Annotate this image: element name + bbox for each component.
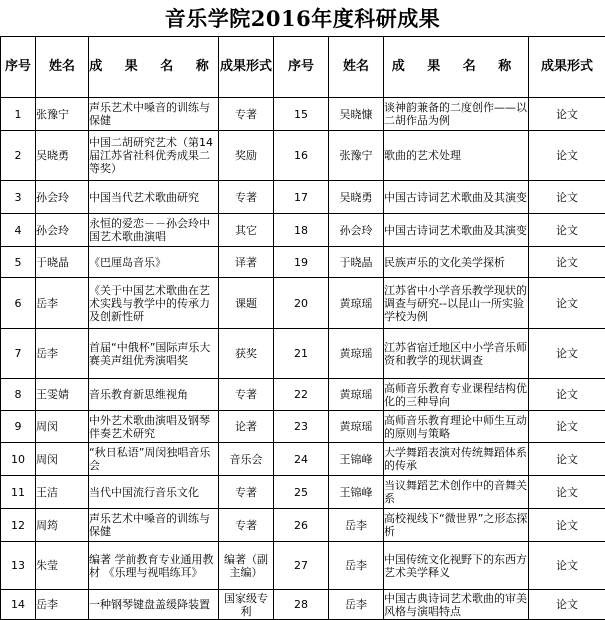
row-result-title: 高师音乐教育专业课程结构优化的三种导向: [384, 379, 529, 411]
row-result-title: 中国古诗词艺术歌曲及其演变: [384, 181, 529, 214]
row-no: 1: [1, 98, 36, 131]
row-no: 23: [274, 411, 329, 443]
row-result-title: “秋日私语”周闵独唱音乐会: [89, 443, 219, 476]
row-no: 21: [274, 329, 329, 379]
row-name: 王锦峰: [329, 476, 384, 509]
row-name: 吴晓勇: [329, 181, 384, 214]
results-table: [0, 36, 605, 620]
row-result-title: 中国二胡研究艺术（第14届江苏省社科优秀成果二等奖）: [89, 131, 219, 181]
table-row: [1, 278, 605, 329]
row-name: 孙会玲: [36, 181, 89, 214]
row-no: 22: [274, 379, 329, 411]
row-form: 论文: [529, 542, 605, 590]
table-row: [1, 181, 605, 214]
row-name: 吴晓勇: [36, 131, 89, 181]
row-result-title: 当议舞蹈艺术创作中的音舞关系: [384, 476, 529, 509]
row-result-title: 中国古诗词艺术歌曲及其演变: [384, 214, 529, 247]
table-row: [1, 98, 605, 131]
row-no: 10: [1, 443, 36, 476]
table-row: [1, 590, 605, 620]
row-result-title: 高师音乐教育理论中师生互动的原则与策略: [384, 411, 529, 443]
row-no: 4: [1, 214, 36, 247]
table-row: [1, 542, 605, 590]
row-no: 13: [1, 542, 36, 590]
row-form: 专著: [219, 98, 274, 131]
row-name: 周闵: [36, 411, 89, 443]
row-form: 专著: [219, 476, 274, 509]
row-form: 论文: [529, 214, 605, 247]
row-result-title: 声乐艺术中嗓音的训练与保健: [89, 509, 219, 542]
row-name: 孙会玲: [36, 214, 89, 247]
row-form: 获奖: [219, 329, 274, 379]
row-result-title: 江苏省中小学音乐教学现状的调查与研究--以昆山一所实验学校为例: [384, 278, 529, 329]
row-form: 编著（副主编）: [219, 542, 274, 590]
row-no: 20: [274, 278, 329, 329]
row-no: 25: [274, 476, 329, 509]
row-name: 岳李: [329, 509, 384, 542]
row-result-title: 《关于中国艺术歌曲在艺术实践与教学中的传承力及创新性研: [89, 278, 219, 329]
row-name: 周闵: [36, 443, 89, 476]
row-result-title: 首届“中俄杯”国际声乐大赛美声组优秀演唱奖: [89, 329, 219, 379]
row-result-title: 编著 学前教育专业通用教材 《乐理与视唱练耳》: [89, 542, 219, 590]
row-no: 26: [274, 509, 329, 542]
row-name: 张豫宁: [329, 131, 384, 181]
row-form: 论文: [529, 247, 605, 278]
table-row: [1, 476, 605, 509]
header-name: 姓名: [329, 37, 384, 98]
row-form: 论文: [529, 379, 605, 411]
table-row: [1, 411, 605, 443]
row-name: 于晓晶: [36, 247, 89, 278]
row-no: 9: [1, 411, 36, 443]
row-form: 其它: [219, 214, 274, 247]
row-name: 黄琼瑶: [329, 411, 384, 443]
row-form: 专著: [219, 181, 274, 214]
row-no: 27: [274, 542, 329, 590]
row-no: 19: [274, 247, 329, 278]
row-name: 黄琼瑶: [329, 278, 384, 329]
row-form: 论著: [219, 411, 274, 443]
row-form: 音乐会: [219, 443, 274, 476]
row-result-title: 中国传统文化视野下的东西方艺术美学释义: [384, 542, 529, 590]
row-no: 12: [1, 509, 36, 542]
header-name: 姓名: [36, 37, 89, 98]
row-form: 专著: [219, 379, 274, 411]
header-no: 序号: [1, 37, 36, 98]
row-result-title: 声乐艺术中嗓音的训练与保健: [89, 98, 219, 131]
row-result-title: 歌曲的艺术处理: [384, 131, 529, 181]
row-name: 黄琼瑶: [329, 329, 384, 379]
table-row: [1, 131, 605, 181]
row-form: 课题: [219, 278, 274, 329]
table-row: [1, 329, 605, 379]
table-row: [1, 509, 605, 542]
row-no: 17: [274, 181, 329, 214]
row-form: 专著: [219, 509, 274, 542]
row-result-title: 民族声乐的文化美学探析: [384, 247, 529, 278]
header-form: 成果形式: [529, 37, 605, 98]
row-name: 孙会玲: [329, 214, 384, 247]
row-no: 7: [1, 329, 36, 379]
table-row: [1, 214, 605, 247]
row-form: 论文: [529, 590, 605, 620]
row-name: 岳李: [329, 590, 384, 620]
row-no: 6: [1, 278, 36, 329]
row-result-title: 音乐教育新思维视角: [89, 379, 219, 411]
row-form: 国家级专利: [219, 590, 274, 620]
row-result-title: 大学舞蹈表演对传统舞蹈体系的传承: [384, 443, 529, 476]
row-name: 王锦峰: [329, 443, 384, 476]
row-form: 论文: [529, 98, 605, 131]
row-name: 于晓晶: [329, 247, 384, 278]
row-result-title: 《巴厘岛音乐》: [89, 247, 219, 278]
header-form: 成果形式: [219, 37, 274, 98]
row-name: 张豫宁: [36, 98, 89, 131]
row-no: 24: [274, 443, 329, 476]
row-form: 论文: [529, 131, 605, 181]
row-no: 3: [1, 181, 36, 214]
row-form: 论文: [529, 181, 605, 214]
page-title: 音乐学院2016年度科研成果: [0, 2, 605, 36]
row-name: 岳李: [36, 278, 89, 329]
row-result-title: 江苏省宿迁地区中小学音乐师资和教学的现状调查: [384, 329, 529, 379]
row-form: 论文: [529, 411, 605, 443]
row-name: 岳李: [329, 542, 384, 590]
row-name: 岳李: [36, 329, 89, 379]
row-no: 5: [1, 247, 36, 278]
row-no: 16: [274, 131, 329, 181]
row-result-title: 当代中国流行音乐文化: [89, 476, 219, 509]
row-result-title: 永恒的爱恋－－孙会玲中国艺术歌曲演唱: [89, 214, 219, 247]
row-result-title: 中外艺术歌曲演唱及钢琴伴奏艺术研究: [89, 411, 219, 443]
header-result: 成 果 名 称: [384, 37, 529, 98]
row-no: 11: [1, 476, 36, 509]
row-form: 译著: [219, 247, 274, 278]
row-name: 黄琼瑶: [329, 379, 384, 411]
row-name: 吴晓慷: [329, 98, 384, 131]
row-name: 王洁: [36, 476, 89, 509]
header-result: 成 果 名 称: [89, 37, 219, 98]
row-form: 论文: [529, 509, 605, 542]
row-name: 王雯婧: [36, 379, 89, 411]
row-no: 2: [1, 131, 36, 181]
row-no: 14: [1, 590, 36, 620]
row-result-title: 一种钢琴键盘盖缓降装置: [89, 590, 219, 620]
row-result-title: 高校视线下“微世界”之形态探析: [384, 509, 529, 542]
row-form: 奖励: [219, 131, 274, 181]
row-result-title: 谈神韵兼备的二度创作——以二胡作品为例: [384, 98, 529, 131]
row-no: 18: [274, 214, 329, 247]
row-name: 岳李: [36, 590, 89, 620]
table-row: [1, 443, 605, 476]
row-form: 论文: [529, 443, 605, 476]
row-no: 28: [274, 590, 329, 620]
row-result-title: 中国当代艺术歌曲研究: [89, 181, 219, 214]
row-name: 朱莹: [36, 542, 89, 590]
table-row: [1, 247, 605, 278]
row-form: 论文: [529, 329, 605, 379]
row-no: 8: [1, 379, 36, 411]
row-form: 论文: [529, 278, 605, 329]
header-row: [1, 37, 605, 98]
row-result-title: 中国古典诗词艺术歌曲的审美风格与演唱特点: [384, 590, 529, 620]
row-no: 15: [274, 98, 329, 131]
table-row: [1, 379, 605, 411]
row-form: 论文: [529, 476, 605, 509]
row-name: 周筠: [36, 509, 89, 542]
header-no: 序号: [274, 37, 329, 98]
